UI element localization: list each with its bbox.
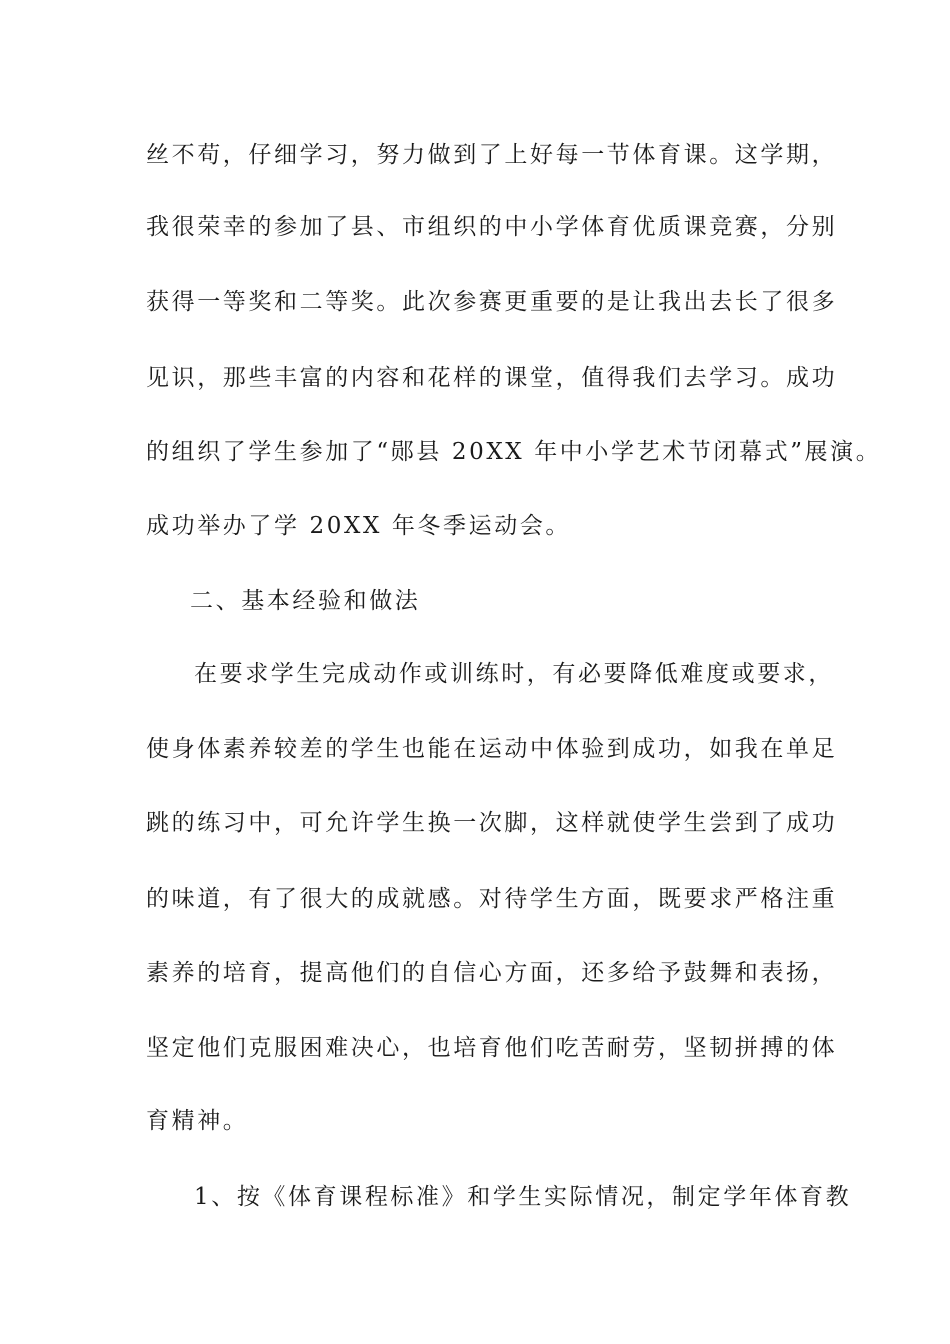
paragraph-line: 的味道，有了很大的成就感。对待学生方面，既要求严格注重	[146, 886, 838, 912]
paragraph-line: 见识，那些丰富的内容和花样的课堂，值得我们去学习。成功	[146, 365, 838, 391]
paragraph-line: 跳的练习中，可允许学生换一次脚，这样就使学生尝到了成功	[146, 810, 838, 836]
list-item-line: 1、按《体育课程标准》和学生实际情况，制定学年体育教	[194, 1184, 852, 1210]
section-heading: 二、基本经验和做法	[190, 588, 421, 614]
paragraph-line: 我很荣幸的参加了县、市组织的中小学体育优质课竞赛，分别	[146, 214, 838, 240]
paragraph-line: 素养的培育，提高他们的自信心方面，还多给予鼓舞和表扬，	[146, 960, 838, 986]
paragraph-line: 获得一等奖和二等奖。此次参赛更重要的是让我出去长了很多	[146, 289, 838, 315]
paragraph-line: 使身体素养较差的学生也能在运动中体验到成功，如我在单足	[146, 736, 838, 762]
paragraph-line: 成功举办了学 20XX 年冬季运动会。	[146, 513, 572, 539]
paragraph-line: 育精神。	[146, 1108, 249, 1134]
paragraph-line: 丝不苟，仔细学习，努力做到了上好每一节体育课。这学期，	[146, 142, 838, 168]
paragraph-line: 的组织了学生参加了“郧县 20XX 年中小学艺术节闭幕式”展演。	[146, 439, 882, 465]
paragraph-line: 坚定他们克服困难决心，也培育他们吃苦耐劳，坚韧拼搏的体	[146, 1035, 838, 1061]
paragraph-line: 在要求学生完成动作或训练时，有必要降低难度或要求，	[194, 661, 834, 687]
